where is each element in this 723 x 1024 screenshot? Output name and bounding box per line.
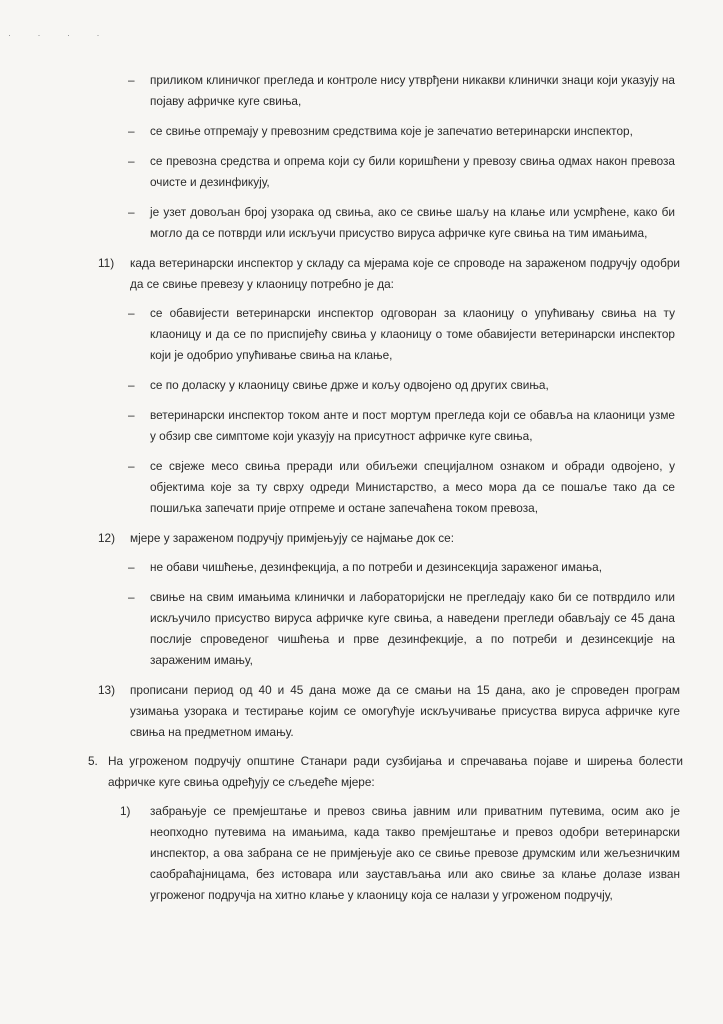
dash-item-text: се свјеже месо свиња преради или обиљежи специјалном ознаком и обради одвојено, у објектима које за ту сврху одреди Министарство, а месо мора да се пошаље тако да се пошиљка запечати прије отпреме и остане запечаћена током превоза, — [150, 459, 675, 515]
dash-item-text: се превозна средства и опрема који су били коришћени у превозу свиња одмах након превоза очисте и дезинфикују, — [150, 154, 675, 189]
numbered-item-13 — [98, 680, 680, 743]
dash-item-6 — [128, 375, 675, 396]
item-number: 12) — [98, 531, 116, 545]
scan-marks: · · · · — [8, 30, 112, 40]
numbered-item-11 — [98, 253, 680, 295]
item-number: 1) — [120, 804, 131, 818]
dash-item-4 — [128, 202, 675, 244]
item-number: 11) — [98, 256, 115, 270]
document-body — [0, 70, 723, 914]
dash-item-text: се свиње отпремају у превозним средствима које је запечатио ветеринарски инспектор, — [150, 124, 633, 138]
dash-item-2 — [128, 121, 675, 142]
numbered-item-12 — [98, 528, 680, 549]
dash-item-text: се по доласку у клаоницу свиње држе и кољу одвојено од других свиња, — [150, 378, 549, 392]
sub-item-1 — [120, 801, 680, 906]
dash-marker: – — [128, 306, 135, 320]
dash-item-7 — [128, 405, 675, 447]
dash-marker: – — [128, 408, 135, 422]
dash-item-text: ветеринарски инспектор током анте и пост мортум прегледа који се обавља на клаоници узме у обзир све симптоме који указују на присутност афричке куге свиња, — [150, 408, 675, 443]
dash-item-10 — [128, 587, 675, 671]
numbered-item-text: када ветеринарски инспектор у складу са мјерама које се спроводе на зараженом подручју одобри да се свиње превезу у клаоницу потребно је да: — [130, 256, 680, 291]
dash-item-text: не обави чишћење, дезинфекција, а по потреби и дезинсекција зараженог имања, — [150, 560, 602, 574]
dash-marker: – — [128, 154, 135, 168]
numbered-item-text: мјере у зараженом подручју примјењују се најмање док се: — [130, 531, 454, 545]
dash-item-1 — [128, 70, 675, 112]
dash-item-9 — [128, 557, 675, 578]
dash-item-text: је узет довољан број узорака од свиња, ако се свиње шаљу на клање или усмрћене, како би могло да се потврди или искључи присуство вируса афричке куге свиња на тим имањима, — [150, 205, 675, 240]
dash-item-text: свиње на свим имањима клинички и лабораторијски не прегледају како би се потврдило или искључило присуство вируса афричке куге свиња, а наведени прегледи обављају се 45 дана послије спроведеног чишћења и прве дезинфекције, а по потреби и дезинсекције на зараженим имању, — [150, 590, 675, 667]
dash-marker: – — [128, 73, 135, 87]
dash-item-text: се обавијести ветеринарски инспектор одговоран за клаоницу о упућивању свиња на ту клаоницу и да се по приспијећу свиња у клаоницу о томе обавијести ветеринарски инспектор који је одобрио упућивање свиња на клање, — [150, 306, 675, 362]
dash-marker: – — [128, 560, 135, 574]
sub-item-text: забрањује се премјештање и превоз свиња јавним или приватним путевима, осим ако је неопходно путевима на имањима, када такво премјештање и превоз одобри ветеринарски инспектор, а ова забрана се не примјењује ако се свиње превозе друмским или жељезничким саобраћајницама, без истовара или заустављања или ако свиње за клање долазе изван угроженог подручја на хитно клање у клаоницу која се налази у угроженом подручју, — [150, 804, 680, 902]
dash-item-3 — [128, 151, 675, 193]
dash-marker: – — [128, 205, 135, 219]
dash-marker: – — [128, 590, 135, 604]
dash-item-5 — [128, 303, 675, 366]
dash-item-8 — [128, 456, 675, 519]
section-number: 5. — [88, 754, 98, 768]
item-number: 13) — [98, 683, 116, 697]
dash-marker: – — [128, 378, 135, 392]
section-text: На угроженом подручју општине Станари ради сузбијања и спречавања појаве и ширења болести афричке куге свиња одређују се сљедеће мјере: — [108, 754, 683, 789]
dash-marker: – — [128, 124, 135, 138]
dash-item-text: приликом клиничког прегледа и контроле нису утврђени никакви клинички знаци који указују на појаву афричке куге свиња, — [150, 73, 675, 108]
dash-marker: – — [128, 459, 135, 473]
section-5 — [88, 751, 683, 793]
numbered-item-text: прописани период од 40 и 45 дана може да се смањи на 15 дана, ако је спроведен програм узимања узорака и тестирање којим се омогућује искључивање присуства вируса афричке куге свиња на предметном имању. — [130, 683, 680, 739]
